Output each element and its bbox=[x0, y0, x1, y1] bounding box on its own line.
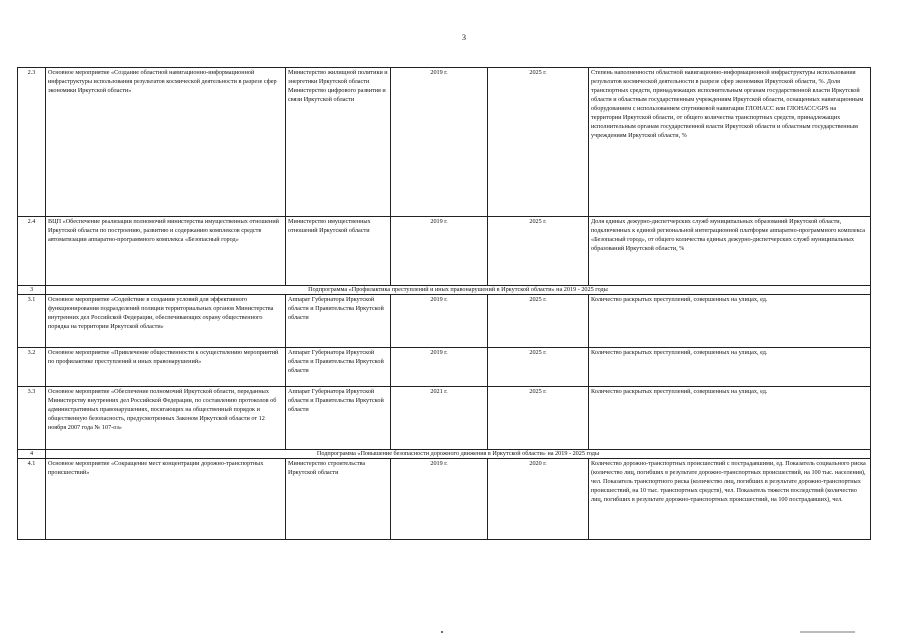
start-year-cell: 2019 г. bbox=[391, 295, 488, 348]
section-title: Подпрограмма «Профилактика преступлений и иных правонарушений в Иркутской области» на 2019 - 2025 годы bbox=[46, 286, 871, 295]
end-year-cell: 2025 г. bbox=[488, 387, 589, 450]
activity-cell: Основное мероприятие «Создание областной навигационно-информационной инфраструктуры использования результатов космической деятельности в разрезе сфер экономики Иркутской области» bbox=[46, 68, 286, 217]
activity-cell: Основное мероприятие «Привлечение общественности к осуществлению мероприятий по профилактике преступлений и иных правонарушений» bbox=[46, 348, 286, 387]
activity-cell: Основное мероприятие «Содействие в создании условий для эффективного функционирования подразделений полиции территориальных органов Министерства внутренних дел Российской Федерации, обеспечивающих охрану общественного порядка на территории Иркутской области» bbox=[46, 295, 286, 348]
row-number: 3.3 bbox=[18, 387, 46, 450]
executor-cell: Аппарат Губернатора Иркутской области и Правительства Иркутской области bbox=[286, 348, 391, 387]
start-year-cell: 2021 г. bbox=[391, 387, 488, 450]
executor-cell: Аппарат Губернатора Иркутской области и Правительства Иркутской области bbox=[286, 387, 391, 450]
indicator-cell: Степень наполненности областной навигационно-информационной инфраструктуры использования результатов космической деятельности в разрезе сфер экономики Иркутской области, %. Доля транспортных средств, принадлежащих исполнительным органам государственной власти Иркутской области и областным государственным учреждениям Иркутской области, оснащенных навигационным оборудованием с использованием спутниковой навигации ГЛОНАСС или ГЛОНАСС/GPS на территории Иркутской области, от общего количества транспортных средств, принадлежащих исполнительным органам государственной власти Иркутской области и областным государственным учреждениям Иркутской области, % bbox=[589, 68, 871, 217]
page-number: 3 bbox=[462, 33, 466, 42]
section-title: Подпрограмма «Повышение безопасности дорожного движения в Иркутской области» на 2019 - 2025 годы bbox=[46, 450, 871, 459]
section-number: 4 bbox=[18, 450, 46, 459]
end-year-cell: 2020 г. bbox=[488, 459, 589, 540]
table-row bbox=[18, 295, 871, 348]
table-body bbox=[18, 68, 871, 540]
start-year-cell: 2019 г. bbox=[391, 68, 488, 217]
indicator-cell: Количество дорожно-транспортных происшествий с пострадавшими, ед. Показатель социального риска (количество лиц, погибших в результате дорожно-транспортных происшествий, на 100 тыс. населения), чел. Показатель транспортного риска (количество лиц, погибших в результате дорожно-транспортных происшествий, на 10 тыс. транспортных средств), чел. Показатель тяжести последствий (количество лиц, погибших в результате дорожно-транспортных происшествий, на 100 пострадавших), чел. bbox=[589, 459, 871, 540]
end-year-cell: 2025 г. bbox=[488, 295, 589, 348]
section-row bbox=[18, 286, 871, 295]
indicator-cell: Количество раскрытых преступлений, совершенных на улицах, ед. bbox=[589, 348, 871, 387]
row-number: 2.3 bbox=[18, 68, 46, 217]
table-row bbox=[18, 68, 871, 217]
executor-cell: Министерство жилищной политики и энергетики Иркутской области Министерство цифрового развития и связи Иркутской области bbox=[286, 68, 391, 217]
row-number: 3.2 bbox=[18, 348, 46, 387]
end-year-cell: 2025 г. bbox=[488, 348, 589, 387]
table-row bbox=[18, 348, 871, 387]
end-year-cell: 2025 г. bbox=[488, 68, 589, 217]
scan-mark bbox=[800, 631, 855, 633]
executor-cell: Министерство имущественных отношений Иркутской области bbox=[286, 217, 391, 286]
row-number: 2.4 bbox=[18, 217, 46, 286]
start-year-cell: 2019 г. bbox=[391, 217, 488, 286]
section-number: 3 bbox=[18, 286, 46, 295]
activity-cell: ВЦП «Обеспечение реализации полномочий министерства имущественных отношений Иркутской области по построению, развитию и содержанию комплексов средств автоматизации аппаратно-программного комплекса «Безопасный город» bbox=[46, 217, 286, 286]
indicator-cell: Количество раскрытых преступлений, совершенных на улицах, ед. bbox=[589, 387, 871, 450]
start-year-cell: 2019 г. bbox=[391, 348, 488, 387]
table-row bbox=[18, 387, 871, 450]
executor-cell: Аппарат Губернатора Иркутской области и Правительства Иркутской области bbox=[286, 295, 391, 348]
activity-cell: Основное мероприятие «Сокращение мест концентрации дорожно-транспортных происшествий» bbox=[46, 459, 286, 540]
end-year-cell: 2025 г. bbox=[488, 217, 589, 286]
scan-mark bbox=[441, 631, 443, 633]
executor-cell: Министерство строительства Иркутской области bbox=[286, 459, 391, 540]
indicator-cell: Доля единых дежурно-диспетчерских служб муниципальных образований Иркутской области, подключенных к единой региональной интеграционной платформе аппаратно-программного комплекса «Безопасный город», от общего количества единых дежурно-диспетчерских служб муниципальных образований Иркутской области, % bbox=[589, 217, 871, 286]
table-row bbox=[18, 459, 871, 540]
row-number: 3.1 bbox=[18, 295, 46, 348]
activity-cell: Основное мероприятие «Обеспечение полномочий Иркутской области, переданных Министерству внутренних дел Российской Федерации, по составлению протоколов об административных правонарушениях, посягающих на общественный порядок и общественную безопасность, предусмотренных Законом Иркутской области от 12 ноября 2007 года № 107-оз» bbox=[46, 387, 286, 450]
program-table bbox=[17, 67, 871, 540]
section-row bbox=[18, 450, 871, 459]
row-number: 4.1 bbox=[18, 459, 46, 540]
indicator-cell: Количество раскрытых преступлений, совершенных на улицах, ед. bbox=[589, 295, 871, 348]
table-row bbox=[18, 217, 871, 286]
start-year-cell: 2019 г. bbox=[391, 459, 488, 540]
